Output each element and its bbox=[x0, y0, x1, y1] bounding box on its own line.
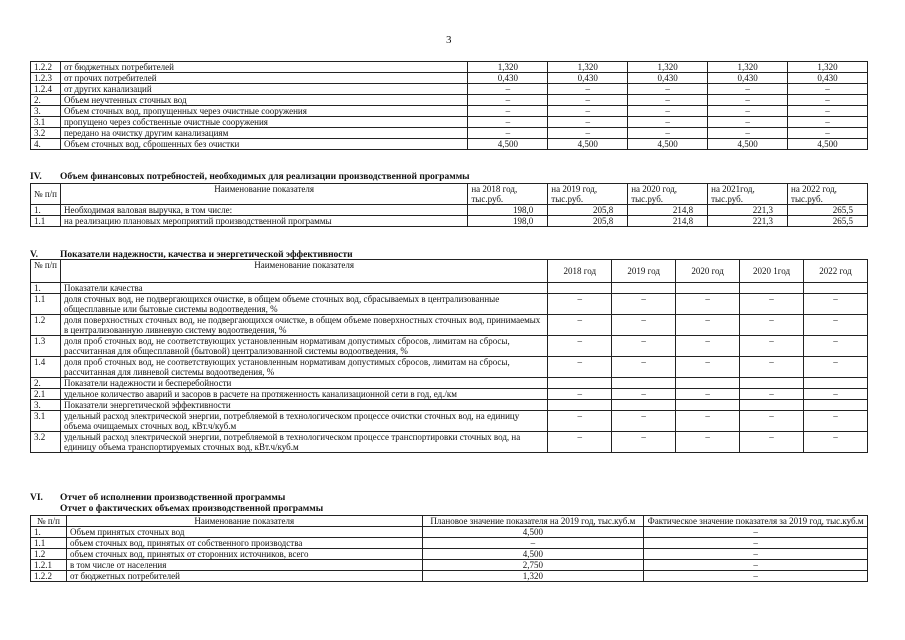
group-row bbox=[31, 283, 868, 294]
row-value: – bbox=[612, 315, 676, 336]
row-number: 3. bbox=[31, 400, 61, 411]
table-row bbox=[31, 62, 868, 73]
row-value: – bbox=[803, 389, 867, 400]
row-value: – bbox=[788, 84, 868, 95]
row-name: удельное количество аварий и засоров в расчете на протяженность канализационной сети в год, ед./км bbox=[60, 389, 547, 400]
year-header: 2020 год bbox=[676, 260, 740, 283]
row-value: – bbox=[740, 315, 804, 336]
year-header: на 2020 год, тыс.руб. bbox=[628, 184, 708, 205]
row-name: доля проб сточных вод, не соответствующих установленным нормативам допустимых сбросов, лимитам на сбросы, рассчитанная для ливневой системы водоотведения, % bbox=[60, 357, 547, 378]
row-value: – bbox=[548, 106, 628, 117]
row-value: – bbox=[548, 411, 612, 432]
empty-cell bbox=[803, 400, 867, 411]
row-value: – bbox=[803, 411, 867, 432]
empty-cell bbox=[612, 378, 676, 389]
row-number: 1. bbox=[31, 205, 61, 216]
row-name: Показатели энергетической эффективности bbox=[60, 400, 547, 411]
row-value: 4,500 bbox=[788, 139, 868, 150]
year-header: на 2021год, тыс.руб. bbox=[708, 184, 788, 205]
table-row bbox=[31, 95, 868, 106]
row-value: – bbox=[740, 389, 804, 400]
table-row bbox=[31, 432, 868, 453]
row-name: на реализацию плановых мероприятий производственной программы bbox=[60, 216, 467, 227]
table-row bbox=[31, 117, 868, 128]
row-value: 1,320 bbox=[468, 62, 548, 73]
fact-value: – bbox=[644, 560, 868, 571]
row-name: от бюджетных потребителей bbox=[60, 62, 467, 73]
year-header: на 2022 год, тыс.руб. bbox=[788, 184, 868, 205]
row-name: передано на очистку другим канализациям bbox=[60, 128, 467, 139]
reliability-indicators-table bbox=[30, 259, 868, 453]
row-number: 1.2 bbox=[31, 315, 61, 336]
fact-value: – bbox=[644, 527, 868, 538]
row-value: – bbox=[628, 128, 708, 139]
row-value: – bbox=[788, 106, 868, 117]
row-value: – bbox=[803, 432, 867, 453]
row-value: – bbox=[628, 84, 708, 95]
row-name: доля сточных вод, не подвергающихся очистке, в общем объеме сточных вод, сбрасываемых в централизованные общесплавные или бытовые системы водоотведения, % bbox=[60, 294, 547, 315]
empty-cell bbox=[803, 283, 867, 294]
fact-value-header: Фактическое значение показателя за 2019 год, тыс.куб.м bbox=[644, 516, 868, 527]
year-header: 2022 год bbox=[803, 260, 867, 283]
row-value: – bbox=[628, 106, 708, 117]
row-number: 1.2.2 bbox=[31, 62, 61, 73]
table-row bbox=[31, 560, 868, 571]
row-number: 1.4 bbox=[31, 357, 61, 378]
group-row bbox=[31, 378, 868, 389]
plan-value: – bbox=[422, 538, 644, 549]
row-name: доля поверхностных сточных вод, не подвергающихся очистке, в общем объеме поверхностных сточных вод, принимаемых в централизованную ливневую систему водоотведения, % bbox=[60, 315, 547, 336]
row-value: 0,430 bbox=[708, 73, 788, 84]
row-name: Объем сточных вод, сброшенных без очистки bbox=[60, 139, 467, 150]
row-name: Объем неучтенных сточных вод bbox=[60, 95, 467, 106]
row-value: – bbox=[676, 432, 740, 453]
row-value: – bbox=[548, 117, 628, 128]
col-name-header: Наименование показателя bbox=[60, 184, 467, 205]
row-value: – bbox=[708, 95, 788, 106]
row-value: 4,500 bbox=[628, 139, 708, 150]
empty-cell bbox=[612, 400, 676, 411]
row-value: 221,3 bbox=[708, 216, 788, 227]
row-value: 198,0 bbox=[468, 205, 548, 216]
row-value: 0,430 bbox=[628, 73, 708, 84]
table-row bbox=[31, 216, 868, 227]
year-header: 2020 1год bbox=[740, 260, 804, 283]
row-value: – bbox=[548, 432, 612, 453]
row-name: объем сточных вод, принятых от сторонних источников, всего bbox=[66, 549, 422, 560]
row-value: 1,320 bbox=[708, 62, 788, 73]
table-row bbox=[31, 315, 868, 336]
table-row bbox=[31, 549, 868, 560]
row-value: 205,8 bbox=[548, 216, 628, 227]
row-number: 1.2 bbox=[31, 549, 67, 560]
row-number: 3.1 bbox=[31, 117, 61, 128]
row-value: – bbox=[740, 411, 804, 432]
row-value: – bbox=[803, 357, 867, 378]
row-number: 3.2 bbox=[31, 432, 61, 453]
fact-value: – bbox=[644, 571, 868, 582]
col-name-header: Наименование показателя bbox=[66, 516, 422, 527]
row-value: 221,3 bbox=[708, 205, 788, 216]
table-row bbox=[31, 294, 868, 315]
row-value: – bbox=[788, 95, 868, 106]
row-name: в том числе от населения bbox=[66, 560, 422, 571]
continuation-table bbox=[30, 61, 868, 150]
row-value: – bbox=[548, 294, 612, 315]
row-value: – bbox=[676, 411, 740, 432]
section-vi-title: VI. Отчет об исполнении производственной программы bbox=[30, 493, 286, 503]
row-value: – bbox=[803, 315, 867, 336]
row-value: – bbox=[676, 357, 740, 378]
row-value: – bbox=[708, 84, 788, 95]
table-row bbox=[31, 128, 868, 139]
year-header: 2018 год bbox=[548, 260, 612, 283]
row-value: – bbox=[676, 294, 740, 315]
row-value: – bbox=[628, 95, 708, 106]
col-name-header: Наименование показателя bbox=[60, 260, 547, 283]
year-header: на 2018 год, тыс.руб. bbox=[468, 184, 548, 205]
col-number-header: № п/п bbox=[31, 516, 67, 527]
table-row bbox=[31, 527, 868, 538]
row-name: от других канализаций bbox=[60, 84, 467, 95]
row-value: 1,320 bbox=[548, 62, 628, 73]
empty-cell bbox=[676, 283, 740, 294]
row-value: – bbox=[548, 84, 628, 95]
row-name: удельный расход электрической энергии, потребляемой в технологическом процессе очистки сточных вод, на единицу объема очищаемых сточных вод, кВт.ч/куб.м bbox=[60, 411, 547, 432]
row-name: Объем сточных вод, пропущенных через очистные сооружения bbox=[60, 106, 467, 117]
row-value: 205,8 bbox=[548, 205, 628, 216]
row-value: – bbox=[612, 336, 676, 357]
year-header: 2019 год bbox=[612, 260, 676, 283]
row-value: – bbox=[803, 294, 867, 315]
row-value: – bbox=[676, 336, 740, 357]
row-value: 0,430 bbox=[468, 73, 548, 84]
section-v-title: V. Показатели надежности, качества и энергетической эффективности bbox=[30, 250, 353, 260]
row-value: – bbox=[676, 389, 740, 400]
table-row bbox=[31, 357, 868, 378]
empty-cell bbox=[612, 283, 676, 294]
row-value: – bbox=[740, 357, 804, 378]
table-row bbox=[31, 571, 868, 582]
row-value: – bbox=[548, 357, 612, 378]
row-value: – bbox=[612, 389, 676, 400]
row-name: от бюджетных потребителей bbox=[66, 571, 422, 582]
row-name: Необходимая валовая выручка, в том числе: bbox=[60, 205, 467, 216]
row-value: – bbox=[612, 294, 676, 315]
row-number: 4. bbox=[31, 139, 61, 150]
row-number: 1. bbox=[31, 283, 61, 294]
row-number: 1.2.4 bbox=[31, 84, 61, 95]
row-number: 1. bbox=[31, 527, 67, 538]
row-value: – bbox=[676, 315, 740, 336]
row-value: 0,430 bbox=[548, 73, 628, 84]
row-value: – bbox=[468, 106, 548, 117]
empty-cell bbox=[676, 400, 740, 411]
table-row bbox=[31, 73, 868, 84]
row-number: 2.1 bbox=[31, 389, 61, 400]
row-value: – bbox=[740, 294, 804, 315]
row-number: 1.2.1 bbox=[31, 560, 67, 571]
empty-cell bbox=[548, 400, 612, 411]
plan-value: 4,500 bbox=[422, 527, 644, 538]
empty-cell bbox=[740, 400, 804, 411]
row-name: удельный расход электрической энергии, потребляемой в технологическом процессе транспортировки сточных вод, на единицу объема транспортируемых сточных вод, кВт.ч/куб.м bbox=[60, 432, 547, 453]
row-number: 1.2.2 bbox=[31, 571, 67, 582]
row-number: 1.1 bbox=[31, 216, 61, 227]
row-value: – bbox=[468, 84, 548, 95]
table-row bbox=[31, 411, 868, 432]
financial-needs-table bbox=[30, 183, 868, 227]
row-value: 214,8 bbox=[628, 205, 708, 216]
row-value: 0,430 bbox=[788, 73, 868, 84]
row-value: – bbox=[548, 389, 612, 400]
section-iv-title: IV. Объем финансовых потребностей, необходимых для реализации производственной программы bbox=[30, 172, 470, 182]
row-number: 2. bbox=[31, 95, 61, 106]
table-row bbox=[31, 336, 868, 357]
row-value: 4,500 bbox=[468, 139, 548, 150]
row-value: 4,500 bbox=[708, 139, 788, 150]
row-value: – bbox=[612, 432, 676, 453]
plan-value: 1,320 bbox=[422, 571, 644, 582]
section-vi-subtitle: Отчет о фактических объемах производственной программы bbox=[60, 504, 324, 514]
table-row bbox=[31, 389, 868, 400]
plan-value-header: Плановое значение показателя на 2019 год, тыс.куб.м bbox=[422, 516, 644, 527]
row-value: 4,500 bbox=[548, 139, 628, 150]
empty-cell bbox=[548, 283, 612, 294]
table-row bbox=[31, 106, 868, 117]
actual-volumes-table bbox=[30, 515, 868, 582]
row-name: доля проб сточных вод, не соответствующих установленным нормативам допустимых сбросов, лимитам на сбросы, рассчитанная для общесплавной (бытовой) централизованной системы водоотведения, % bbox=[60, 336, 547, 357]
col-number-header: № п/п bbox=[31, 260, 61, 283]
row-name: Показатели надежности и бесперебойности bbox=[60, 378, 547, 389]
row-value: 265,5 bbox=[788, 205, 868, 216]
table-row bbox=[31, 538, 868, 549]
row-value: – bbox=[708, 106, 788, 117]
row-number: 1.3 bbox=[31, 336, 61, 357]
row-value: – bbox=[788, 128, 868, 139]
row-value: – bbox=[612, 357, 676, 378]
empty-cell bbox=[548, 378, 612, 389]
row-value: – bbox=[740, 336, 804, 357]
group-row bbox=[31, 400, 868, 411]
row-number: 1.1 bbox=[31, 294, 61, 315]
row-value: – bbox=[468, 128, 548, 139]
row-value: – bbox=[468, 95, 548, 106]
row-number: 3.1 bbox=[31, 411, 61, 432]
fact-value: – bbox=[644, 549, 868, 560]
row-value: – bbox=[548, 315, 612, 336]
empty-cell bbox=[740, 378, 804, 389]
fact-value: – bbox=[644, 538, 868, 549]
row-value: 198,0 bbox=[468, 216, 548, 227]
table-row bbox=[31, 205, 868, 216]
row-value: – bbox=[708, 128, 788, 139]
row-value: – bbox=[803, 336, 867, 357]
row-value: – bbox=[612, 411, 676, 432]
row-number: 3.2 bbox=[31, 128, 61, 139]
empty-cell bbox=[740, 283, 804, 294]
row-value: – bbox=[548, 95, 628, 106]
row-number: 1.2.3 bbox=[31, 73, 61, 84]
row-value: – bbox=[708, 117, 788, 128]
row-name: Показатели качества bbox=[60, 283, 547, 294]
row-value: – bbox=[740, 432, 804, 453]
row-value: – bbox=[628, 117, 708, 128]
row-name: пропущено через собственные очистные сооружения bbox=[60, 117, 467, 128]
row-value: 214,8 bbox=[628, 216, 708, 227]
row-value: – bbox=[548, 336, 612, 357]
row-name: Объем принятых сточных вод bbox=[66, 527, 422, 538]
col-number-header: № п/п bbox=[31, 184, 61, 205]
row-name: от прочих потребителей bbox=[60, 73, 467, 84]
table-row bbox=[31, 84, 868, 95]
plan-value: 2,750 bbox=[422, 560, 644, 571]
row-value: 1,320 bbox=[628, 62, 708, 73]
page-number: 3 bbox=[446, 34, 452, 46]
row-value: – bbox=[788, 117, 868, 128]
year-header: на 2019 год, тыс.руб. bbox=[548, 184, 628, 205]
plan-value: 4,500 bbox=[422, 549, 644, 560]
row-name: объем сточных вод, принятых от собственного производства bbox=[66, 538, 422, 549]
row-number: 3. bbox=[31, 106, 61, 117]
empty-cell bbox=[803, 378, 867, 389]
row-number: 2. bbox=[31, 378, 61, 389]
row-number: 1.1 bbox=[31, 538, 67, 549]
row-value: – bbox=[548, 128, 628, 139]
row-value: 265,5 bbox=[788, 216, 868, 227]
empty-cell bbox=[676, 378, 740, 389]
row-value: 1,320 bbox=[788, 62, 868, 73]
row-value: – bbox=[468, 117, 548, 128]
table-row bbox=[31, 139, 868, 150]
